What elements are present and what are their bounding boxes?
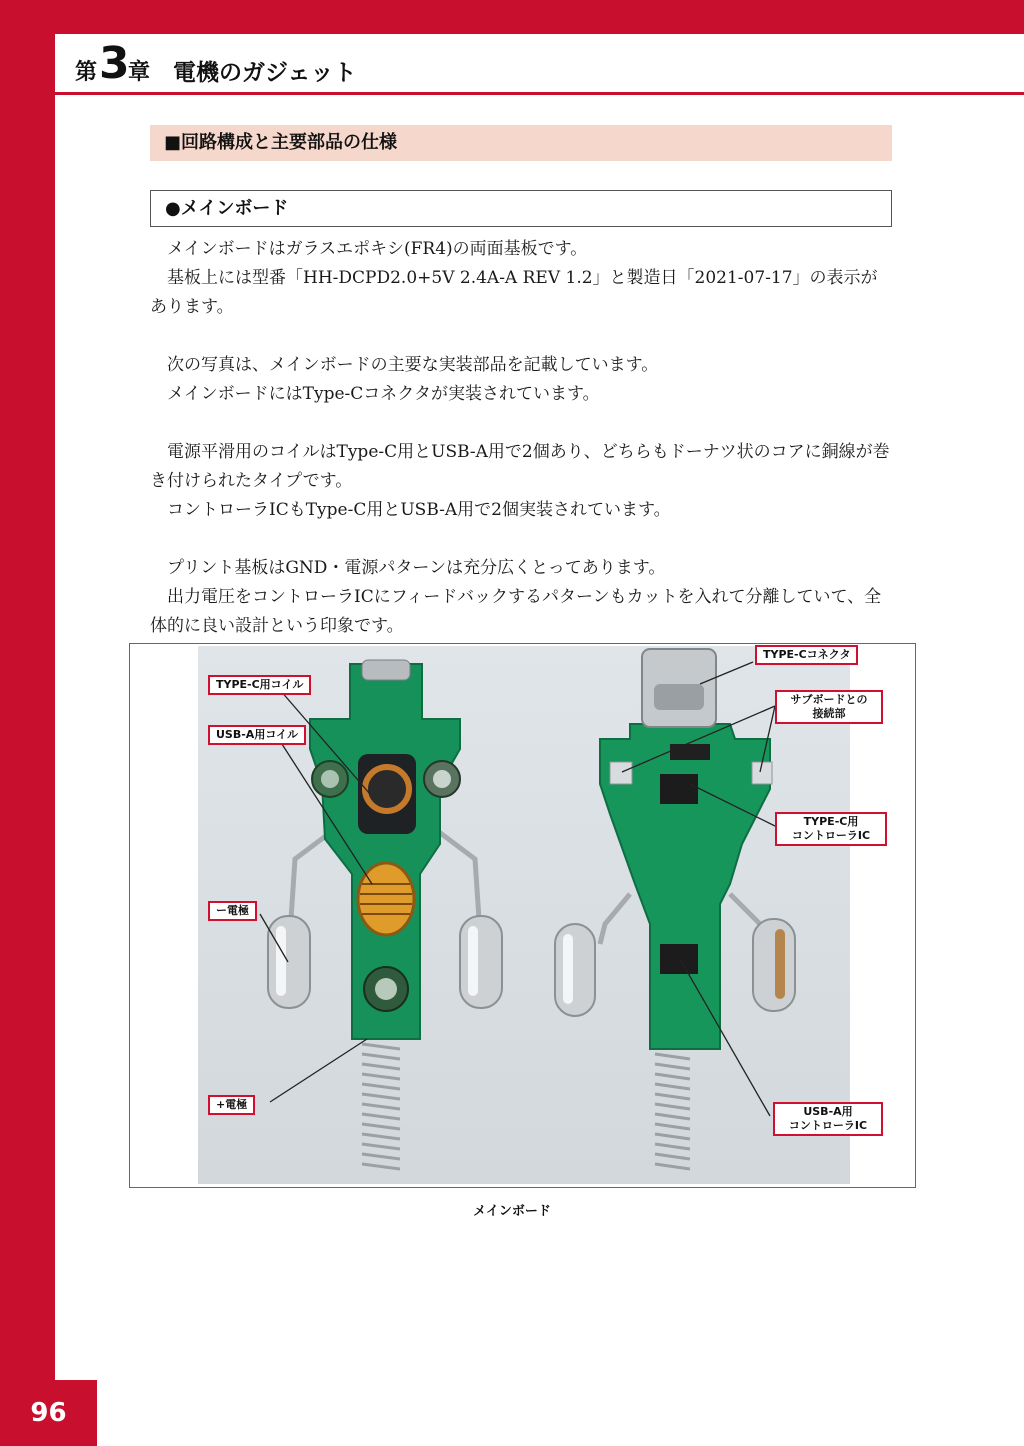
label-usba-coil: USB-A用コイル (208, 725, 306, 745)
chapter-suffix: 章 (128, 60, 151, 85)
chapter-header (55, 34, 1024, 95)
chapter-prefix: 第 (75, 60, 98, 85)
paragraph: メインボードはガラスエポキシ(FR4)の両面基板です。 (167, 239, 588, 259)
page-number: 96 (0, 1380, 97, 1446)
label-subboard-connection (775, 690, 883, 724)
section-heading: ■回路構成と主要部品の仕様 (150, 125, 892, 161)
paragraph: コントローラICもType-C用とUSB-A用で2個実装されています。 (167, 500, 671, 520)
paragraph: 電源平滑用のコイルはType-C用とUSB-A用で2個あり、どちらもドーナツ状のコアに銅線が巻き付けられたタイプです。 (150, 442, 890, 491)
paragraph: メインボードにはType-Cコネクタが実装されています。 (167, 384, 600, 404)
label-typec-connector: TYPE-Cコネクタ (755, 645, 858, 665)
typec-coil-drawing (365, 767, 409, 811)
usba-coil-drawing (358, 863, 414, 935)
label-usba-controller-ic (773, 1102, 883, 1136)
back-board (555, 649, 795, 1169)
label-negative-electrode: ー電極 (208, 901, 257, 921)
positive-contact (460, 916, 502, 1008)
subsection-heading: ●メインボード (150, 190, 892, 227)
body-text (150, 235, 894, 641)
negative-contact (268, 916, 310, 1008)
chapter-number: 3 (99, 38, 128, 89)
label-typec-coil: TYPE-C用コイル (208, 675, 311, 695)
typec-ic-drawing (660, 774, 698, 804)
spring (362, 1044, 400, 1169)
label-usba-ic-line1: USB-A用 (803, 1105, 853, 1118)
paragraph: 次の写真は、メインボードの主要な実装部品を記載しています。 (167, 355, 659, 375)
label-typec-controller-ic (775, 812, 887, 846)
label-subboard-line2: 接続部 (812, 707, 846, 720)
top-color-bar (0, 0, 1024, 34)
paragraph: 基板上には型番「HH-DCPD2.0+5V 2.4A-A REV 1.2」と製造日「2021-07-17」の表示があります。 (150, 268, 878, 317)
label-subboard-line1: サブボードとの (790, 693, 868, 706)
chapter-title: 電機のガジェット (173, 60, 357, 86)
paragraph: プリント基板はGND・電源パターンは充分広くとってあります。 (167, 558, 666, 578)
figure-caption: メインボード (473, 1204, 551, 1219)
label-typec-ic-line2: コントローラIC (791, 829, 871, 842)
left-color-bar (0, 34, 55, 1446)
main-board-figure (129, 643, 916, 1188)
usba-ic-drawing (660, 944, 698, 974)
label-typec-ic-line1: TYPE-C用 (803, 815, 859, 828)
paragraph: 出力電圧をコントローラICにフィードバックするパターンもカットを入れて分離していて、全体的に良い設計という印象です。 (150, 587, 882, 636)
label-usba-ic-line2: コントローラIC (788, 1119, 868, 1132)
label-positive-electrode: +電極 (208, 1095, 255, 1115)
